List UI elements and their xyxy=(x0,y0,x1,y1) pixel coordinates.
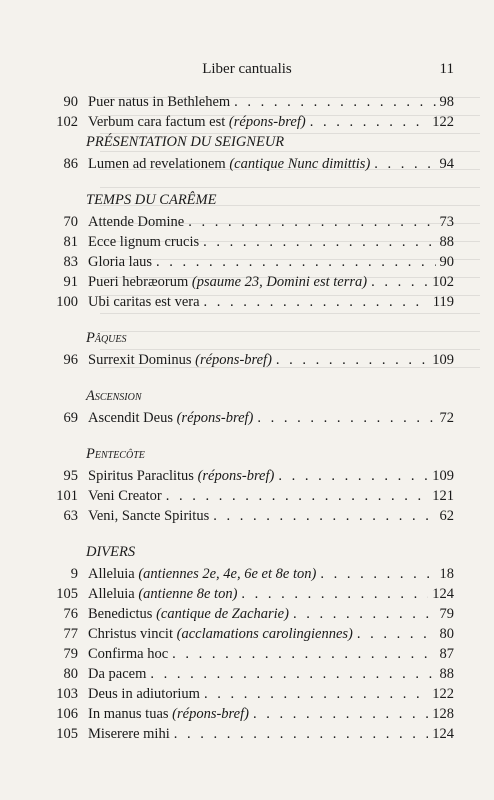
chant-title xyxy=(88,584,237,604)
toc-entry xyxy=(0,486,494,506)
chant-title-text: Verbum cara factum est xyxy=(88,114,226,130)
dot-leader xyxy=(310,112,429,132)
entry-line xyxy=(88,92,454,112)
chant-note: (antiennes 2e, 4e, 6e et 8e ton) xyxy=(138,566,317,582)
chant-note: (répons-bref) xyxy=(172,706,249,722)
chant-title xyxy=(88,232,199,252)
chant-number: 96 xyxy=(63,352,78,368)
dot-leader xyxy=(213,506,435,526)
chant-number: 79 xyxy=(63,646,78,662)
chant-title-text: Alleluia xyxy=(88,566,135,582)
dot-leader xyxy=(203,232,435,252)
chant-note: (psaume 23, Domini est terra) xyxy=(191,274,368,290)
chant-title xyxy=(88,604,289,624)
entry-line xyxy=(88,350,454,370)
page-reference: 122 xyxy=(432,686,454,702)
chant-title xyxy=(88,92,230,112)
entry-line xyxy=(88,272,454,292)
page-reference: 62 xyxy=(439,508,454,524)
page-reference: 80 xyxy=(439,626,454,642)
toc-entry xyxy=(0,506,494,526)
dot-leader xyxy=(241,584,428,604)
chant-title-text: Benedictus xyxy=(88,606,153,622)
entry-line xyxy=(88,644,454,664)
dot-leader xyxy=(156,252,435,272)
running-header xyxy=(0,59,494,83)
chant-number: 83 xyxy=(63,254,78,270)
entry-line xyxy=(88,664,454,684)
chant-note: (répons-bref) xyxy=(197,468,275,484)
page-reference: 128 xyxy=(432,706,454,722)
chant-title-text: Ascendit Deus xyxy=(88,410,173,426)
dot-leader xyxy=(166,486,429,506)
page-reference: 72 xyxy=(439,410,454,426)
toc-entry xyxy=(0,644,494,664)
chant-note: (antienne 8e ton) xyxy=(138,586,238,602)
toc-entry xyxy=(0,92,494,112)
chant-title-text: Attende Domine xyxy=(88,214,185,230)
chant-title-text: Pueri hebræorum xyxy=(88,274,189,290)
chant-number: 76 xyxy=(63,606,78,622)
entry-line xyxy=(88,684,454,704)
chant-number: 70 xyxy=(63,214,78,230)
entry-line xyxy=(88,604,454,624)
chant-number: 105 xyxy=(56,726,78,742)
chant-note: (répons-bref) xyxy=(195,352,272,368)
toc-entry xyxy=(0,604,494,624)
entry-line xyxy=(88,466,454,486)
chant-title xyxy=(88,486,162,506)
dot-leader xyxy=(278,466,428,486)
chant-number: 63 xyxy=(63,508,78,524)
chant-title xyxy=(88,292,200,312)
chant-title xyxy=(88,664,146,684)
page-reference: 98 xyxy=(439,94,454,110)
entry-line xyxy=(88,624,454,644)
chant-number: 69 xyxy=(63,410,78,426)
section-heading: Ascension xyxy=(86,388,142,404)
toc-entry xyxy=(0,584,494,604)
chant-number: 90 xyxy=(63,94,78,110)
page-reference: 90 xyxy=(439,254,454,270)
dot-leader xyxy=(257,408,435,428)
chant-title xyxy=(88,212,184,232)
page-reference: 87 xyxy=(439,646,454,662)
chant-note: (répons-bref) xyxy=(228,114,306,130)
chant-number: 105 xyxy=(56,586,78,602)
chant-title-text: Puer natus in Bethlehem xyxy=(88,94,231,110)
chant-title xyxy=(88,506,209,526)
page-reference: 124 xyxy=(432,586,454,602)
dot-leader xyxy=(293,604,436,624)
toc-entry xyxy=(0,154,494,174)
toc-entry xyxy=(0,232,494,252)
chant-number: 91 xyxy=(63,274,78,290)
chant-number: 100 xyxy=(56,294,78,310)
toc-entry xyxy=(0,624,494,644)
chant-title-text: Gloria laus xyxy=(88,254,153,270)
entry-line xyxy=(88,408,454,428)
chant-title-text: Ecce lignum crucis xyxy=(88,234,200,250)
entry-line xyxy=(88,584,454,604)
book-title: Liber cantualis xyxy=(202,61,292,77)
chant-title-text: In manus tuas xyxy=(88,706,169,722)
page-reference: 124 xyxy=(432,726,454,742)
dot-leader xyxy=(276,350,428,370)
entry-line xyxy=(88,724,454,744)
page-reference: 121 xyxy=(432,488,454,504)
chant-title xyxy=(88,252,152,272)
entry-line xyxy=(88,212,454,232)
toc-entry xyxy=(0,724,494,744)
dot-leader xyxy=(172,644,435,664)
chant-title xyxy=(88,724,170,744)
chant-title xyxy=(88,154,370,174)
toc-entry xyxy=(0,704,494,724)
chant-note: (cantique Nunc dimittis) xyxy=(229,156,371,172)
chant-number: 103 xyxy=(56,686,78,702)
page-reference: 122 xyxy=(432,114,454,130)
chant-note: (cantique de Zacharie) xyxy=(156,606,289,622)
chant-title-text: Surrexit Dominus xyxy=(88,352,192,368)
chant-title-text: Spiritus Paraclitus xyxy=(88,468,194,484)
toc-entry xyxy=(0,252,494,272)
toc-entry xyxy=(0,564,494,584)
dot-leader xyxy=(188,212,435,232)
section-heading: Pâques xyxy=(86,330,127,346)
chant-title xyxy=(88,112,306,132)
dot-leader xyxy=(374,154,435,174)
page-reference: 18 xyxy=(439,566,454,582)
chant-title-text: Alleluia xyxy=(88,586,135,602)
entry-line xyxy=(88,292,454,312)
chant-title xyxy=(88,644,168,664)
entry-line xyxy=(88,154,454,174)
page-reference: 119 xyxy=(432,294,454,310)
toc-entry xyxy=(0,350,494,370)
toc-entry xyxy=(0,112,494,132)
entry-line xyxy=(88,704,454,724)
page-reference: 73 xyxy=(439,214,454,230)
chant-title-text: Confirma hoc xyxy=(88,646,169,662)
dot-leader xyxy=(174,724,429,744)
dot-leader xyxy=(320,564,435,584)
toc-entry xyxy=(0,664,494,684)
chant-title xyxy=(88,408,253,428)
chant-title-text: Lumen ad revelationem xyxy=(88,156,226,172)
chant-title-text: Christus vincit xyxy=(88,626,173,642)
toc-entry xyxy=(0,212,494,232)
chant-title xyxy=(88,704,249,724)
chant-title xyxy=(88,466,274,486)
toc-entry xyxy=(0,408,494,428)
dot-leader xyxy=(204,292,429,312)
table-of-contents xyxy=(0,92,494,744)
page-reference: 102 xyxy=(432,274,454,290)
dot-leader xyxy=(253,704,428,724)
chant-number: 81 xyxy=(63,234,78,250)
entry-line xyxy=(88,506,454,526)
section-heading: PRÉSENTATION DU SEIGNEUR xyxy=(86,134,285,150)
toc-entry xyxy=(0,466,494,486)
chant-number: 95 xyxy=(63,468,78,484)
entry-line xyxy=(88,564,454,584)
entry-line xyxy=(88,112,454,132)
chant-note: (acclamations carolingiennes) xyxy=(176,626,353,642)
entry-line xyxy=(88,486,454,506)
page-reference: 109 xyxy=(432,352,454,368)
chant-number: 77 xyxy=(63,626,78,642)
dot-leader xyxy=(204,684,428,704)
toc-entry xyxy=(0,292,494,312)
entry-line xyxy=(88,252,454,272)
page-reference: 109 xyxy=(432,468,454,484)
chant-title xyxy=(88,684,200,704)
dot-leader xyxy=(150,664,435,684)
chant-number: 9 xyxy=(70,566,78,582)
chant-title xyxy=(88,564,316,584)
dot-leader xyxy=(234,92,435,112)
chant-title-text: Veni Creator xyxy=(88,488,162,504)
chant-note: (répons-bref) xyxy=(176,410,254,426)
chant-title-text: Ubi caritas est vera xyxy=(88,294,200,310)
chant-title-text: Miserere mihi xyxy=(88,726,170,742)
dot-leader xyxy=(371,272,428,292)
page-reference: 88 xyxy=(439,234,454,250)
entry-line xyxy=(88,232,454,252)
page-reference: 94 xyxy=(439,156,454,172)
page-reference: 88 xyxy=(439,666,454,682)
chant-number: 102 xyxy=(56,114,78,130)
chant-title xyxy=(88,624,353,644)
dot-leader xyxy=(357,624,436,644)
section-heading: DIVERS xyxy=(86,544,136,560)
page-reference: 79 xyxy=(439,606,454,622)
chant-number: 106 xyxy=(56,706,78,722)
chant-title xyxy=(88,350,272,370)
chant-title-text: Deus in adiutorium xyxy=(88,686,200,702)
section-heading: TEMPS DU CARÊME xyxy=(86,192,217,208)
chant-number: 101 xyxy=(56,488,78,504)
toc-entry xyxy=(0,684,494,704)
section-heading: Pentecôte xyxy=(86,446,145,462)
chant-title-text: Da pacem xyxy=(88,666,147,682)
chant-title-text: Veni, Sancte Spiritus xyxy=(88,508,210,524)
chant-number: 80 xyxy=(63,666,78,682)
chant-title xyxy=(88,272,367,292)
chant-number: 86 xyxy=(63,156,78,172)
page-number: 11 xyxy=(439,61,454,77)
toc-entry xyxy=(0,272,494,292)
